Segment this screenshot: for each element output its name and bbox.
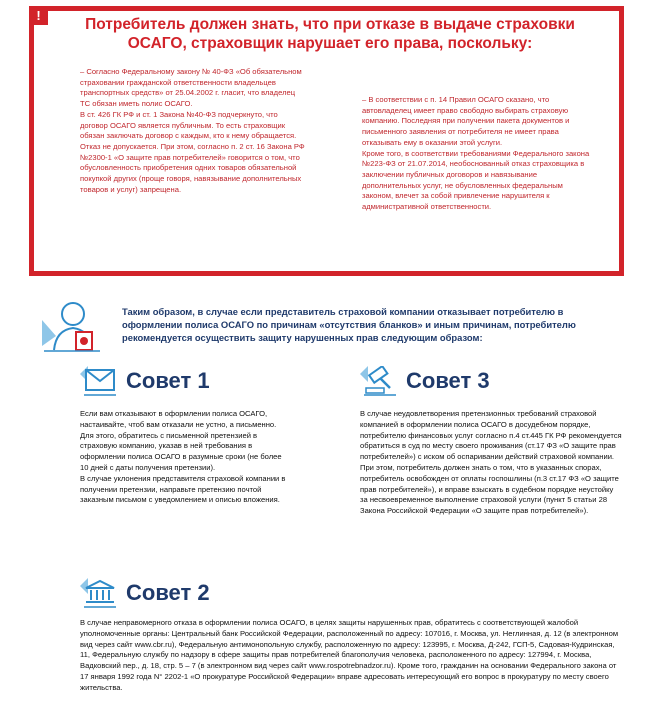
summary-text: Таким образом, в случае если представитель страховой компании отказывает потребителю в оформлении полиса ОСАГО по причинам «отсутствия бланков» и иным причинам, потребителю рекомендуется осуществить защиту нарушенных прав следующим образом:: [122, 306, 576, 344]
tip3-body: [360, 409, 622, 517]
envelope-icon: [80, 366, 118, 396]
warning-column-left: [80, 67, 305, 195]
gavel-icon: [360, 366, 398, 396]
tip1-header: [80, 366, 210, 396]
warning-right-paragraph-1: – В соответствии с п. 14 Правил ОСАГО сказано, что автовладелец имеет право свободно выбирать страховую компанию. Последняя при получении пакета документов и письменного заявления от потребителя не имеет права отказывать ему в оказании этой услуги.: [362, 95, 570, 147]
warning-left-paragraph-1: – Согласно Федеральному закону № 40-ФЗ «Об обязательном страховании гражданской ответственности владельцев транспортных средств» от 25.04.2002 г. гласит, что владелец ТС обязан иметь полис ОСАГО.: [80, 67, 302, 109]
warning-title: Потребитель должен знать, что при отказе в выдаче страховки ОСАГО, страховщик нарушает его права, поскольку:: [85, 16, 575, 52]
tip2-paragraph-1: В случае неправомерного отказа в оформлении полиса ОСАГО, в целях защиты нарушенных прав, обратитесь с соответствующей жалобой уполномоченные органы: Центральный банк Российской Федерации, расположенный по адресу: 107016, г. Москва, ул. Неглинная, д. 12 (в электронном вид через сайт www.cbr.ru), Федеральную антимонопольную службу, расположенную по адресу: 123995, г. Москва, Д-242, ГСП-5, Садовая-Кудринская, 11, Федеральную службу по надзору в сфере защиты прав потребителей благополучия человека, расположенного по адресу: 127994, г. Москва, Вадковский пер., д. 18, стр. 5 – 7 (в электронном вид через сайт www.rospotrebnadzor.ru). Кроме того, гражданин на основании Федерального закона от 17 января 1992 года N° 2202-1 «О прокуратуре Российской Федерации» вправе адресовать интересующий его вопрос в прокуратуру по месту своего жительства.: [80, 618, 619, 692]
tip1-paragraph-1: Если вам отказывают в оформлении полиса ОСАГО, настаивайте, чтоб вам отказали не устно, а письменно. Для этого, обратитесь с письменной претензией в страховую компанию, указав в ней требования в оформлении полиса ОСАГО в разумные сроки (не более 10 дней с даты получения претензии).: [80, 409, 282, 472]
tip2-body: [80, 618, 620, 694]
warning-right-paragraph-2: Кроме того, в соответствии требованиями Федерального закона №223-ФЗ от 21.07.2014, необоснованный отказ страховщика в заключении публичных договоров и навязывание дополнительных услуг, не обусловленных федеральным законом, влечет за собой привлечение нарушителя к административной ответственности.: [362, 148, 590, 212]
tip3-header: [360, 366, 490, 396]
person-document-icon: [40, 296, 106, 352]
tip1-body: [80, 409, 290, 506]
tip1-title: Совет 1: [126, 368, 210, 393]
tip2-title: Совет 2: [126, 580, 210, 605]
tip2-header: [80, 578, 210, 608]
exclamation-badge: !: [29, 6, 48, 25]
tip1-paragraph-2: В случае уклонения представителя страховой компании в получении претензии, направьте претензию почтой заказным письмом с уведомлением и описью вложения.: [80, 473, 286, 505]
warning-left-paragraph-2: В ст. 426 ГК РФ и ст. 1 Закона №40-ФЗ подчеркнуто, что договор ОСАГО является публичным. То есть страховщик обязан заключать договор с каждым, кто к нему обращается. Отказ не допускается. При этом, согласно п. 2 ст. 16 Закона РФ №2300-1 «О защите прав потребителей» говорится о том, что обусловленность приобретения одних товаров обязательной покупкой других (проще говоря, навязывание дополнительных товаров и услуг) запрещена.: [80, 109, 305, 194]
warning-column-right: [362, 95, 592, 213]
bank-icon: [80, 578, 118, 608]
tip3-title: Совет 3: [406, 368, 490, 393]
tip3-paragraph-1: В случае неудовлетворения претензионных требований страховой компанией в оформлении полиса ОСАГО в досудебном порядке, потребителю финансовых услуг согласно п.4 ст.445 ГК РФ рекомендуется обратиться в суд по месту своего проживания (ст.17 ФЗ «О защите прав потребителей») с иском об оспаривании действий страховой компании. При этом, потребитель должен знать о том, что в указанных спорах, потребитель освобожден от оплаты госпошлины (п.3 ст.17 ФЗ «О защите прав потребителей»), и вправе взыскать в судебном порядке неустойку за несвоевременное выполнение страховой услуги (пункт 5 статьи 28 Закона Российской Федерации «О защите прав потребителей»).: [360, 409, 622, 516]
